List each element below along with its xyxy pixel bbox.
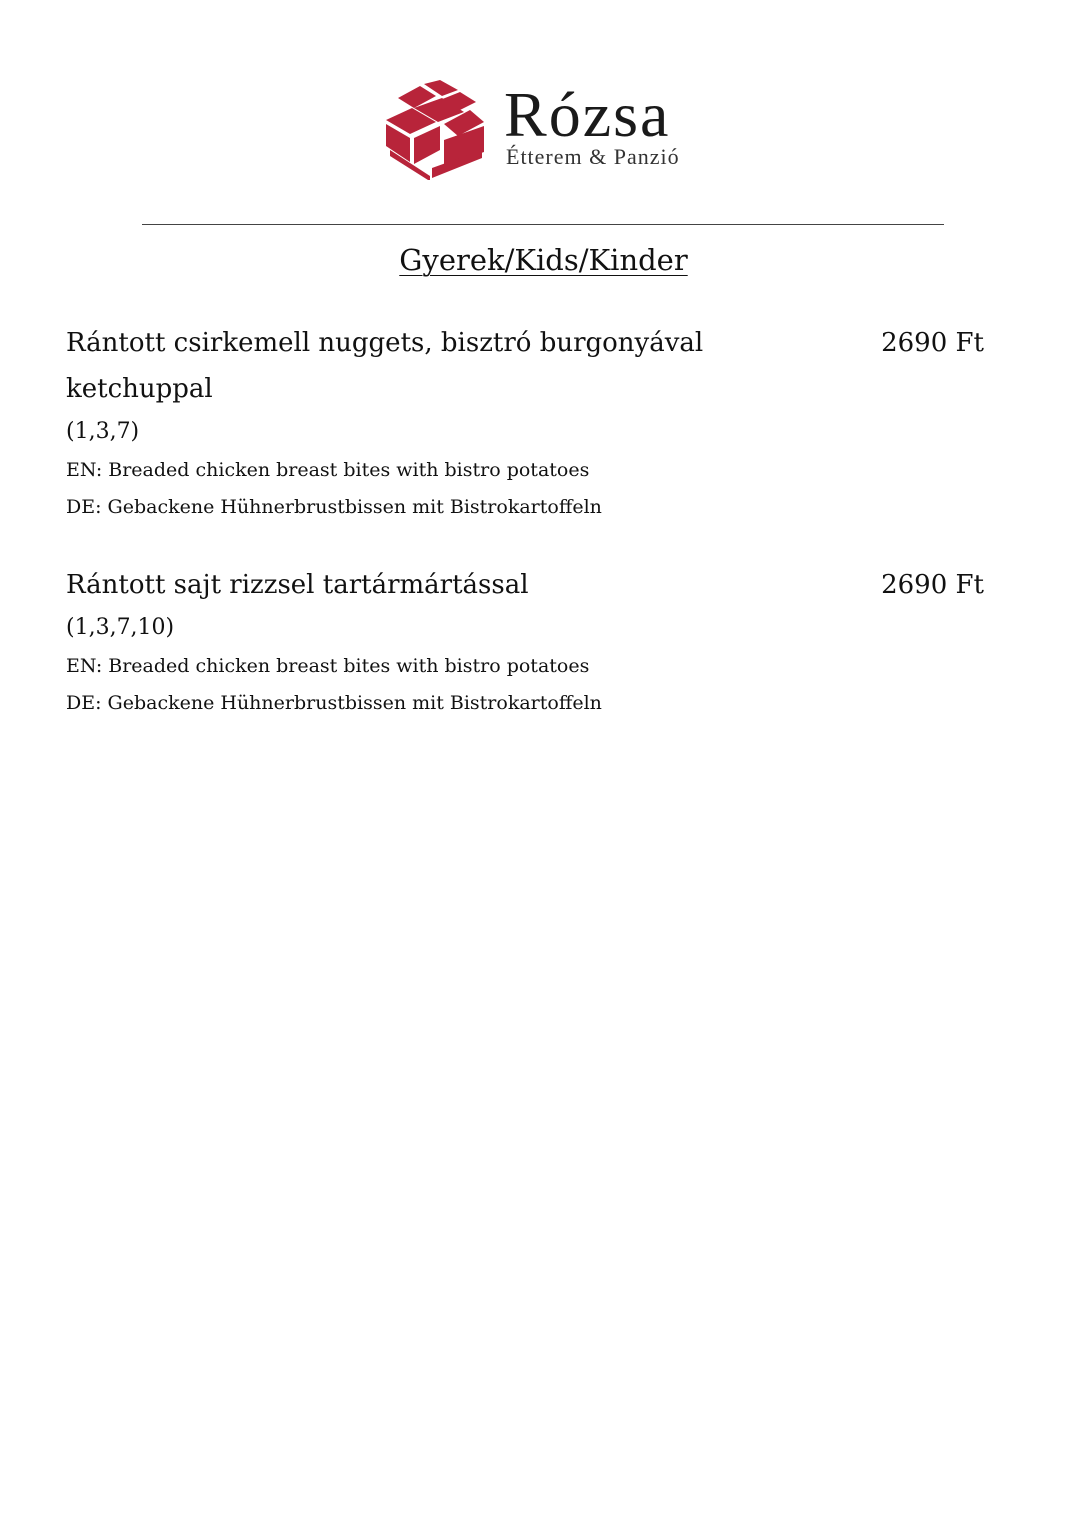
menu-item-name: Rántott csirkemell nuggets, bisztró burgonyával ketchuppal <box>66 328 704 404</box>
restaurant-logo <box>384 80 714 180</box>
menu-item-english: EN: Breaded chicken breast bites with bistro potatoes <box>66 655 590 677</box>
menu-item <box>66 562 986 722</box>
rose-logo-icon <box>384 80 486 180</box>
menu-item-german: DE: Gebackene Hühnerbrustbissen mit Bistrokartoffeln <box>66 496 602 518</box>
menu-item-name: Rántott sajt rizzsel tartármártással <box>66 570 529 600</box>
menu-item-english: EN: Breaded chicken breast bites with bistro potatoes <box>66 459 590 481</box>
menu-item-price: 2690 Ft <box>881 328 984 358</box>
logo-name: Rózsa <box>504 79 671 150</box>
header-divider <box>142 224 944 225</box>
section-title: Gyerek/Kids/Kinder <box>399 243 688 277</box>
menu-item-allergens: (1,3,7) <box>66 419 140 444</box>
menu-item-price: 2690 Ft <box>881 570 984 600</box>
logo-subtitle: Étterem & Panzió <box>506 144 680 169</box>
menu-item-allergens: (1,3,7,10) <box>66 615 175 640</box>
menu-item-german: DE: Gebackene Hühnerbrustbissen mit Bistrokartoffeln <box>66 692 602 714</box>
menu-item <box>66 320 986 526</box>
